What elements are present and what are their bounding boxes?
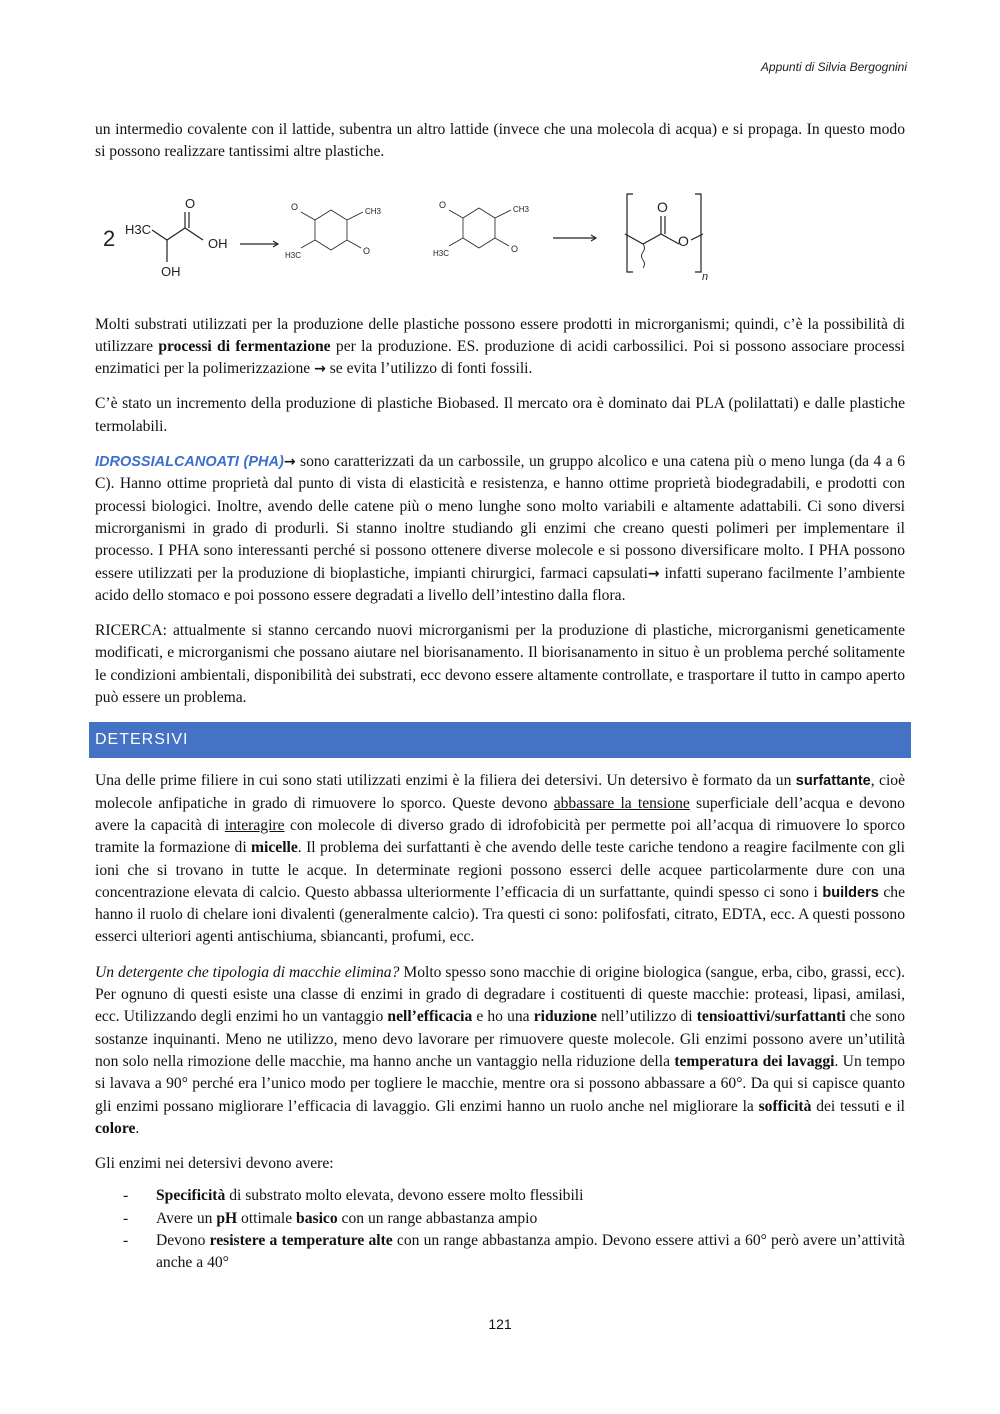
text-span: Una delle prime filiere in cui sono stati utilizzati enzimi è la filiera dei detersivi. Un detersivo è formato da un — [95, 772, 796, 790]
paragraph-lactide: un intermedio covalente con il lattide, subentra un altro lattide (invece che una molecola di acqua) e si propaga. In questo modo si possono realizzare tantissimi altre plastiche. — [95, 121, 905, 161]
stoich-coefficient: 2 — [103, 225, 116, 251]
text-span: per la produzione. ES. produzione di acidi carbossilici. Poi si possono associare processi enzimatici per la polimerizzazione — [95, 337, 905, 378]
page-header-author: Appunti di Silvia Bergognini — [760, 60, 907, 74]
paragraph-detersivi — [95, 770, 905, 948]
label-h3c-3: H3C — [433, 248, 450, 258]
label-oh-1: OH — [208, 235, 228, 251]
bold-text: basico — [296, 1209, 338, 1227]
bold-text: processi di fermentazione — [158, 337, 331, 355]
text-span: Devono — [156, 1231, 210, 1249]
text-span: con molecole di diverso grado di idrofobicità per permette poi all’acqua di rimuovere lo sporco tramite la formazione di — [95, 816, 905, 857]
bold-text: pH — [216, 1209, 238, 1227]
underlined-text: interagire — [224, 816, 285, 834]
text-span: con un range abbastanza ampio — [337, 1209, 538, 1227]
text-span: con un range abbastanza ampio. Devono essere attivi a 60° però avere un’attività anche a 40° — [156, 1231, 905, 1272]
label-o-1: O — [185, 195, 196, 211]
text-span: sono caratterizzati da un carbossile, un gruppo alcolico e una catena più o meno lunga (da 4 a 6 C). Hanno ottime proprietà dal punto di vista di elasticità e resistenza, e hanno ottime proprietà biodegradabili, e prodotti con processi biologici. Inoltre, avendo delle catene più o meno lunghe sono molto variabili e altamente adattabili. Ci sono diversi microrganismi in grado di produrli. Si stanno inoltre studiando gli enzimi che creano questi polimeri per implementare il processo. I PHA sono interessanti perché si possono ottenere diverse molecole e si possono diversificare molto. I PHA possono essere utilizzati per la produzione di bioplastiche, impianti chirurgici, farmaci capsulati — [95, 453, 905, 582]
requirements-list — [95, 1185, 905, 1274]
label-o-6: O — [657, 198, 668, 215]
arrow-right-icon: → — [647, 565, 660, 582]
bold-text: sofficità — [758, 1097, 812, 1115]
pla-synthesis-diagram — [95, 182, 735, 290]
text-span: Molti substrati utilizzati per la produzione delle plastiche possono essere prodotti in microrganismi; quindi, c’è la possibilità di utilizzare — [95, 315, 905, 355]
text-span: dei tessuti e il — [811, 1097, 905, 1115]
text-span: e ho una — [472, 1008, 534, 1026]
bold-text: micelle — [251, 839, 298, 857]
paragraph-ricerca: RICERCA: attualmente si stanno cercando nuovi microrganismi per la produzione di plastiche, microrganismi geneticamente modificati, e microrganismi che possano aiutare nel biorisanamento. Il biorisanamento in situo è un problema perché solitamente le condizioni ambientali, disponibilità dei substrati, ecc devono essere altamente controllate, e trasportare il tutto in campo aperto può essere un problema. — [95, 622, 905, 707]
label-o-7: O — [678, 232, 689, 249]
term-pha: IDROSSIALCANOATI (PHA) — [95, 454, 284, 471]
text-span: infatti superano facilmente l’ambiente acido dello stomaco e poi possono essere degradati a livello dell’intestino dalla flora. — [95, 564, 905, 604]
text-span: . Un tempo si lavava a 90° perché era l’unico modo per togliere le macchie, mentre ora si possono abbassare a 60°. Da qui si capisce quanto gli enzimi possano migliorare l’efficacia di lavaggio. Gli enzimi hanno un ruolo anche nel migliorare la — [95, 1052, 906, 1115]
label-ch3-1: CH3 — [365, 206, 382, 216]
bold-text: Specificità — [156, 1187, 226, 1205]
bold-text: surfattante — [795, 773, 871, 790]
label-o-3: O — [363, 245, 371, 256]
reaction-scheme-figure — [95, 182, 905, 290]
text-span: ottimale — [237, 1209, 297, 1227]
paragraph-requisiti-intro: Gli enzimi nei detersivi devono avere: — [95, 1155, 334, 1173]
text-span: . — [135, 1119, 140, 1137]
paragraph-pha — [95, 451, 905, 607]
underlined-text: abbassare la tensione — [553, 794, 690, 812]
text-span: che sono sostanze inquinanti. Meno ne utilizzo, meno devo lavorare per rimuovere queste molecole. Gli enzimi possono avere un’utilità non solo nella rimozione delle macchie, ma hanno anche un vantaggio nella riduzione della — [95, 1008, 905, 1070]
text-span: superficiale dell’acqua e devono avere la capacità di — [95, 794, 905, 834]
label-ch3-2: CH3 — [513, 204, 530, 214]
list-bullet: - — [123, 1187, 129, 1205]
list-bullet: - — [123, 1231, 129, 1249]
list-item — [95, 1208, 905, 1230]
text-span: Molto spesso sono macchie di origine biologica (sangue, erba, cibo, grassi, ecc). Per ognuno di questi esiste una classe di enzimi in grado di degradare i costituenti di queste macchie: proteasi, lipasi, amilasi, ecc. Utilizzando degli enzimi ho un vantaggio — [95, 963, 905, 1026]
arrow-right-icon: → — [314, 361, 326, 378]
paragraph-fermentation — [95, 314, 905, 381]
label-n-subscript: n — [702, 270, 709, 283]
text-span: se evita l’utilizzo di fonti fossili. — [325, 360, 533, 378]
text-span: di substrato molto elevata, devono essere molto flessibili — [225, 1187, 584, 1205]
bold-text: nell’efficacia — [387, 1008, 473, 1026]
list-bullet: - — [123, 1209, 129, 1227]
bold-text: builders — [822, 884, 879, 901]
list-item — [95, 1230, 905, 1275]
text-span: nell’utilizzo di — [596, 1008, 697, 1026]
text-span: Avere un — [156, 1209, 217, 1227]
bold-text: colore — [95, 1119, 136, 1137]
page-content — [95, 119, 905, 1275]
paragraph-macchie — [95, 962, 905, 1140]
paragraph-biobased: C’è stato un incremento della produzione di plastiche Biobased. Il mercato ora è dominato dai PLA (polilattati) e dalle plastiche termolabili. — [95, 395, 905, 435]
label-o-2: O — [291, 201, 299, 212]
label-oh-2: OH — [161, 263, 181, 279]
bold-text: tensioattivi/surfattanti — [696, 1008, 846, 1026]
bold-text: temperatura dei lavaggi — [674, 1052, 835, 1070]
label-o-4: O — [439, 199, 447, 210]
page-number: 121 — [488, 1316, 512, 1332]
italic-question: Un detergente che tipologia di macchie elimina? — [95, 963, 400, 981]
text-span: . Il problema dei surfattanti è che avendo delle teste cariche tendono a reagire facilmente con gli ioni che si trovano in tutte le acque. In determinate regioni possono esserci delle acquee particolarmente dure con una concentrazione elevata di calcio. Questo abbassa ulteriormente l’efficacia di un surfattante, quindi spesso ci sono i — [95, 839, 905, 901]
label-h3c-1: H3C — [125, 221, 152, 237]
section-heading-detersivi: DETERSIVI — [89, 722, 911, 758]
text-span: che hanno il ruolo di chelare ioni divalenti (generalmente calcio). Tra questi ci sono: polifosfati, citrato, EDTA, ecc. A questi possono esserci ulteriori agenti antischiuma, sbiancanti, profumi, ecc. — [95, 883, 905, 946]
label-h3c-2: H3C — [285, 250, 302, 260]
bold-text: resistere a temperature alte — [209, 1231, 393, 1249]
arrow-right-icon: → — [283, 454, 296, 471]
label-o-5: O — [511, 243, 519, 254]
bold-text: riduzione — [533, 1008, 597, 1026]
list-item — [95, 1185, 905, 1207]
text-span: , cioè molecole anfipatiche in grado di rimuovere lo sporco. Queste devono — [95, 772, 905, 812]
